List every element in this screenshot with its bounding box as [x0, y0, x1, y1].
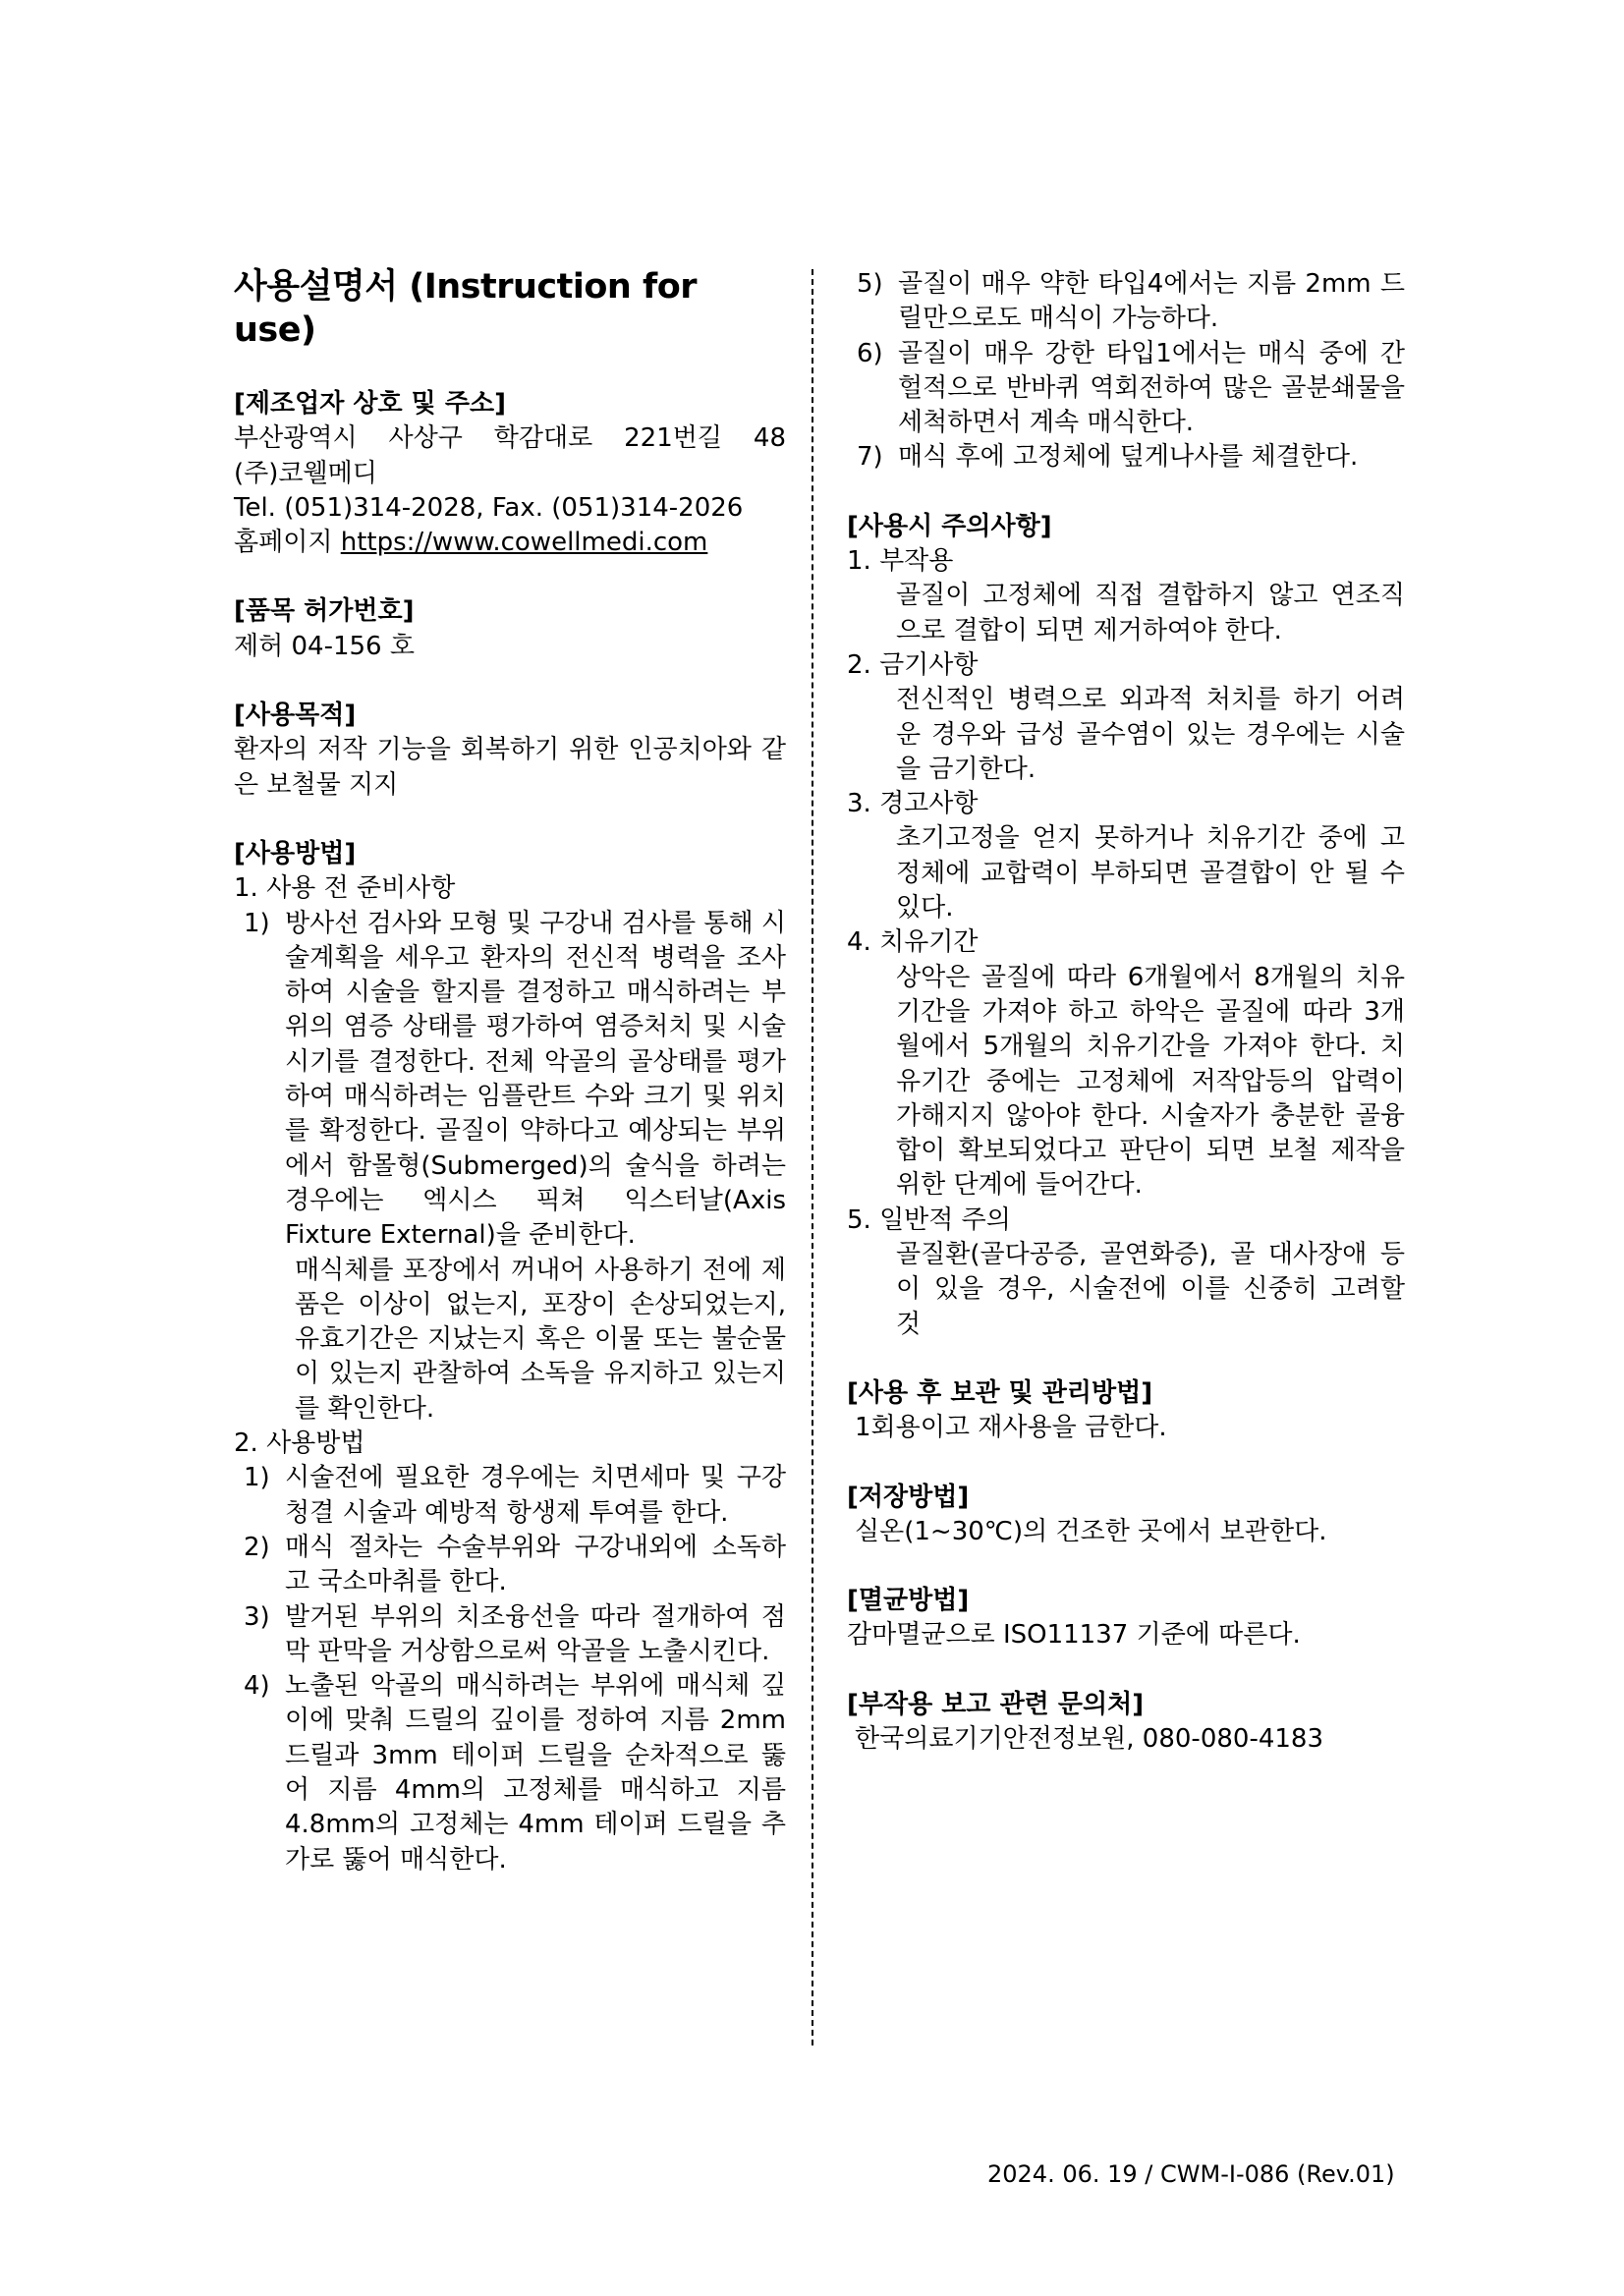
storage-text: 실온(1~30℃)의 건조한 곳에서 보관한다.: [855, 1516, 1327, 1546]
list-item: [234, 1531, 786, 1600]
homepage-line: [234, 526, 786, 560]
item-number: 6): [857, 338, 883, 368]
list-item: [847, 337, 1405, 441]
section-heading: [사용 후 보관 및 관리방법]: [847, 1377, 1153, 1408]
item-number: 3): [244, 1601, 270, 1632]
section-heading: [멸균방법]: [847, 1586, 970, 1616]
item-number: 1): [244, 908, 270, 938]
adverse-report-section: [847, 1688, 1405, 1758]
section-heading: [저장방법]: [847, 1482, 970, 1512]
item-number: 2): [244, 1532, 270, 1562]
list-item: [234, 907, 786, 1254]
item-number: 5): [857, 269, 883, 299]
subsection-title: 2. 사용방법: [234, 1428, 365, 1459]
precaution-title: 4. 치유기간: [847, 927, 979, 958]
item-text: 노출된 악골의 매식하려는 부위에 매식체 깊이에 맞춰 드릴의 깊이를 정하여 지름 2mm 드릴과 3mm 테이퍼 드릴을 순차적으로 뚫어 지름 4mm의 고정체를 매식하고 지름 4.8mm의 고정체는 4mm 테이퍼 드릴을 추가로 뚫어 매식한다.: [285, 1671, 786, 1875]
item-text: 발거된 부위의 치조융선을 따라 절개하여 점막 판막을 거상함으로써 악골을 노출시킨다.: [285, 1601, 786, 1666]
item-text: 매식 절차는 수술부위와 구강내외에 소독하고 국소마취를 한다.: [285, 1532, 786, 1597]
item-number: 1): [244, 1463, 270, 1493]
item-text: 시술전에 필요한 경우에는 치면세마 및 구강청결 시술과 예방적 항생제 투여를 한다.: [285, 1463, 786, 1528]
homepage-label: 홈페이지: [234, 528, 333, 558]
right-column: [847, 267, 1405, 1757]
manufacturer-address: 부산광역시 사상구 학감대로 221번길 48: [234, 423, 786, 454]
item-text: 골질이 매우 약한 타입4에서는 지름 2mm 드릴만으로도 매식이 가능하다.: [898, 269, 1405, 334]
section-heading: [사용시 주의사항]: [847, 511, 1052, 541]
item-number: 4): [244, 1671, 270, 1702]
after-use-section: [847, 1376, 1405, 1446]
section-heading: [부작용 보고 관련 문의처]: [847, 1689, 1145, 1719]
sterilization-text: 감마멸균으로 ISO11137 기준에 따른다.: [847, 1620, 1301, 1651]
document-title: 사용설명서 (Instruction for use): [234, 267, 698, 350]
item-text: 방사선 검사와 모형 및 구강내 검사를 통해 시술계획을 세우고 환자의 전신적 병력을 조사하여 시술을 할지를 결정하고 매식하려는 부위의 염증 상태를 평가하여 염증처치 및 시술시기를 결정한다. 전체 악골의 골상태를 평가하여 매식하려는 임플란트 수와 크기 및 위치를 확정한다. 골질이 약하다고 예상되는 부위에서 함몰형(Submerged)의 술식을 하려는 경우에는 엑시스 픽쳐 익스터날(Axis Fixture External)을 준비한다.: [285, 908, 786, 1251]
section-heading: [사용목적]: [234, 700, 357, 731]
after-use-text: 1회용이고 재사용을 금한다.: [855, 1413, 1167, 1443]
storage-section: [847, 1481, 1405, 1550]
precaution-title: 5. 일반적 주의: [847, 1204, 1011, 1235]
precaution-title: 2. 금기사항: [847, 649, 979, 680]
subsection-title: 1. 사용 전 준비사항: [234, 873, 456, 904]
item-text-continued: 매식체를 포장에서 꺼내어 사용하기 전에 제품은 이상이 없는지, 포장이 손상되었는지, 유효기간은 지났는지 혹은 이물 또는 불순물이 있는지 관찰하여 소독을 유지하고 있는지를 확인한다.: [295, 1255, 786, 1424]
sterilization-section: [847, 1584, 1405, 1653]
list-item: [847, 440, 1405, 475]
manufacturer-section: [234, 387, 786, 560]
list-item: [234, 1461, 786, 1531]
approval-number: 제허 04-156 호: [234, 631, 415, 661]
column-divider: [812, 269, 813, 2045]
left-column: [234, 265, 786, 1877]
purpose-section: [234, 699, 786, 803]
precaution-title: 1. 부작용: [847, 546, 954, 577]
section-heading: [제조업자 상호 및 주소]: [234, 389, 506, 419]
manufacturer-company: (주)코웰메디: [234, 458, 377, 488]
precaution-text: 전신적인 병력으로 외과적 처치를 하기 어려운 경우와 급성 골수염이 있는 경우에는 시술을 금기한다.: [896, 685, 1405, 784]
homepage-link[interactable]: https://www.cowellmedi.com: [340, 528, 708, 558]
list-item: [234, 1669, 786, 1877]
precaution-text: 골질환(골다공증, 골연화증), 골 대사장애 등이 있을 경우, 시술전에 이를 신중히 고려할 것: [896, 1240, 1405, 1339]
document-footer: 2024. 06. 19 / CWM-I-086 (Rev.01): [987, 2160, 1395, 2188]
precautions-section: [847, 510, 1405, 1342]
precaution-text: 초기고정을 얻지 못하거나 치유기간 중에 고정체에 교합력이 부하되면 골결합이 안 될 수 있다.: [896, 823, 1405, 924]
manufacturer-contact: Tel. (051)314-2028, Fax. (051)314-2026: [234, 492, 744, 523]
section-heading: [품목 허가번호]: [234, 596, 415, 627]
precaution-text: 상악은 골질에 따라 6개월에서 8개월의 치유기간을 가져야 하고 하악은 골질에 따라 3개월에서 5개월의 치유기간을 가져야 한다. 치유기간 중에는 고정체에 저작압등의 압력이 가해지지 않아야 한다. 시술자가 충분한 골융합이 확보되었다고 판단이 되면 보철 제작을 위한 단계에 들어간다.: [896, 962, 1405, 1201]
item-text: 골질이 매우 강한 타입1에서는 매식 중에 간헐적으로 반바퀴 역회전하여 많은 골분쇄물을 세척하면서 계속 매식한다.: [898, 338, 1405, 438]
item-number: 7): [857, 442, 883, 473]
approval-section: [234, 594, 786, 664]
section-heading: [사용방법]: [234, 838, 357, 868]
adverse-report-text: 한국의료기기안전정보원, 080-080-4183: [855, 1723, 1323, 1754]
list-item: [234, 1600, 786, 1670]
usage-section: [234, 837, 786, 1877]
item-text: 매식 후에 고정체에 덮게나사를 체결한다.: [898, 442, 1359, 473]
precaution-text: 골질이 고정체에 직접 결합하지 않고 연조직으로 결합이 되면 제거하여야 한다.: [896, 581, 1405, 645]
precaution-title: 3. 경고사항: [847, 789, 979, 819]
purpose-text: 환자의 저작 기능을 회복하기 위한 인공치아와 같은 보철물 지지: [234, 735, 786, 800]
list-item: [847, 267, 1405, 337]
